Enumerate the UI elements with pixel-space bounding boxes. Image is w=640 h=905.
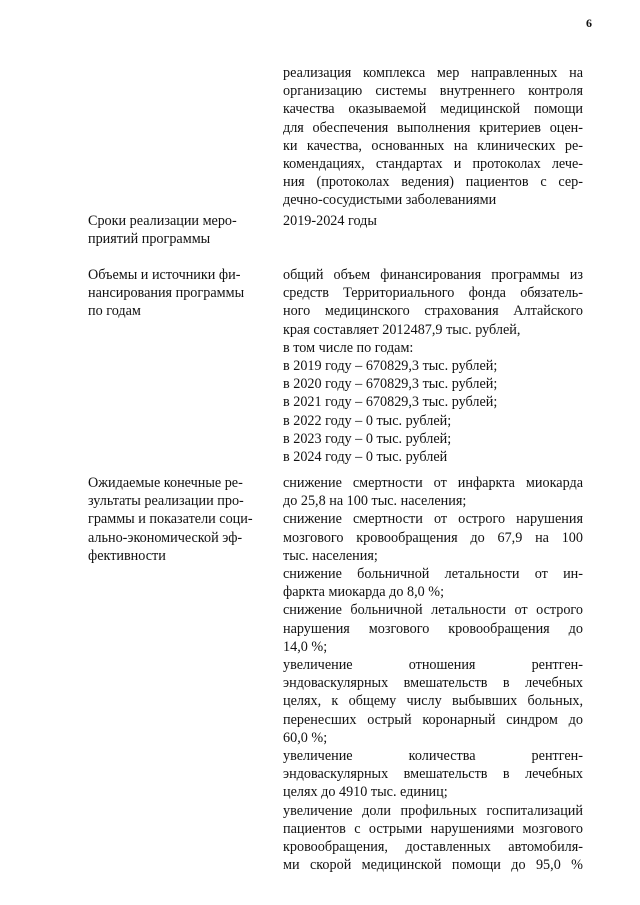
value-line: в 2022 году – 0 тыс. рублей; bbox=[283, 412, 452, 429]
value-line: 60,0 %; bbox=[283, 729, 328, 746]
value-line: общий объем финансирования программы из bbox=[283, 267, 583, 283]
text-line: ки качества, основанных на клинических ре- bbox=[283, 137, 583, 154]
value-line: ного медицинского страхования Алтайского bbox=[283, 303, 583, 320]
page-number: 6 bbox=[586, 16, 592, 30]
text-line: для обеспечения выполнения критериев оцен- bbox=[283, 119, 583, 136]
value-line: в том числе по годам: bbox=[283, 339, 414, 356]
text-line: реализация комплекса мер направленных на bbox=[283, 65, 583, 81]
value-line: в 2023 году – 0 тыс. рублей; bbox=[283, 430, 452, 447]
label-line: фективности bbox=[88, 547, 166, 564]
value-line: целях, к общему числу выбывших больных, bbox=[283, 693, 583, 710]
label-line: ально-экономической эф- bbox=[88, 529, 243, 546]
value-line: фаркта миокарда до 8,0 %; bbox=[283, 584, 445, 601]
value-line: эндоваскулярных вмешательств в лечебных bbox=[283, 675, 583, 692]
label-line: Сроки реализации меро- bbox=[88, 213, 237, 229]
text-line: дечно-сосудистыми заболеваниями bbox=[283, 192, 497, 209]
value-line: мозгового кровообращения до 67,9 на 100 bbox=[283, 529, 583, 546]
value-line: увеличение доли профильных госпитализаций bbox=[283, 802, 583, 819]
value-line: 2019-2024 годы bbox=[283, 213, 377, 229]
value-line: в 2020 году – 670829,3 тыс. рублей; bbox=[283, 376, 498, 393]
label-line: граммы и показатели соци- bbox=[88, 511, 253, 528]
value-line: нарушения мозгового кровообращения до bbox=[283, 620, 583, 637]
value-line: в 2019 году – 670829,3 тыс. рублей; bbox=[283, 358, 498, 375]
financing-label bbox=[88, 266, 268, 321]
value-line: увеличение отношения рентген- bbox=[283, 657, 583, 674]
text-line: комендациях, стандартах и протоколах лече- bbox=[283, 156, 583, 173]
value-line: кровообращения, доставленных автомобиля- bbox=[283, 839, 583, 856]
text-line: организацию системы внутреннего контроля bbox=[283, 83, 583, 100]
label-line: приятий программы bbox=[88, 231, 211, 248]
value-line: средств Территориального фонда обязатель- bbox=[283, 285, 583, 302]
label-line: зультаты реализации про- bbox=[88, 493, 244, 510]
label-line: Ожидаемые конечные ре- bbox=[88, 475, 243, 491]
value-line: увеличение количества рентген- bbox=[283, 748, 583, 765]
value-line: в 2024 году – 0 тыс. рублей bbox=[283, 449, 448, 466]
value-line: края составляет 2012487,9 тыс. рублей, bbox=[283, 321, 521, 338]
value-line: в 2021 году – 670829,3 тыс. рублей; bbox=[283, 394, 498, 411]
results-label bbox=[88, 474, 268, 565]
label-line: нансирования программы bbox=[88, 285, 245, 302]
value-line: до 25,8 на 100 тыс. населения; bbox=[283, 493, 467, 510]
label-line: по годам bbox=[88, 303, 141, 320]
period-label bbox=[88, 212, 268, 248]
value-line: снижение больничной летальности от ин- bbox=[283, 566, 583, 583]
value-line: 14,0 %; bbox=[283, 638, 328, 655]
financing-value bbox=[283, 266, 583, 466]
label-line: Объемы и источники фи- bbox=[88, 267, 241, 283]
value-line: снижение смертности от острого нарушения bbox=[283, 511, 583, 528]
value-line: снижение больничной летальности от острого bbox=[283, 602, 583, 619]
value-line: тыс. населения; bbox=[283, 547, 378, 564]
intro-text bbox=[283, 64, 583, 210]
text-line: качества оказываемой медицинской помощи bbox=[283, 101, 583, 118]
value-line: пациентов с острыми нарушениями мозгового bbox=[283, 820, 583, 837]
value-line: целях до 4910 тыс. единиц; bbox=[283, 784, 448, 801]
value-line: перенесших острый коронарный синдром до bbox=[283, 711, 583, 728]
results-value bbox=[283, 474, 583, 874]
value-line: снижение смертности от инфаркта миокарда bbox=[283, 475, 583, 491]
value-line: ми скорой медицинской помощи до 95,0 % bbox=[283, 857, 583, 874]
value-line: эндоваскулярных вмешательств в лечебных bbox=[283, 766, 583, 783]
text-line: ния (протоколах ведения) пациентов с сер- bbox=[283, 174, 583, 191]
period-value bbox=[283, 212, 583, 230]
